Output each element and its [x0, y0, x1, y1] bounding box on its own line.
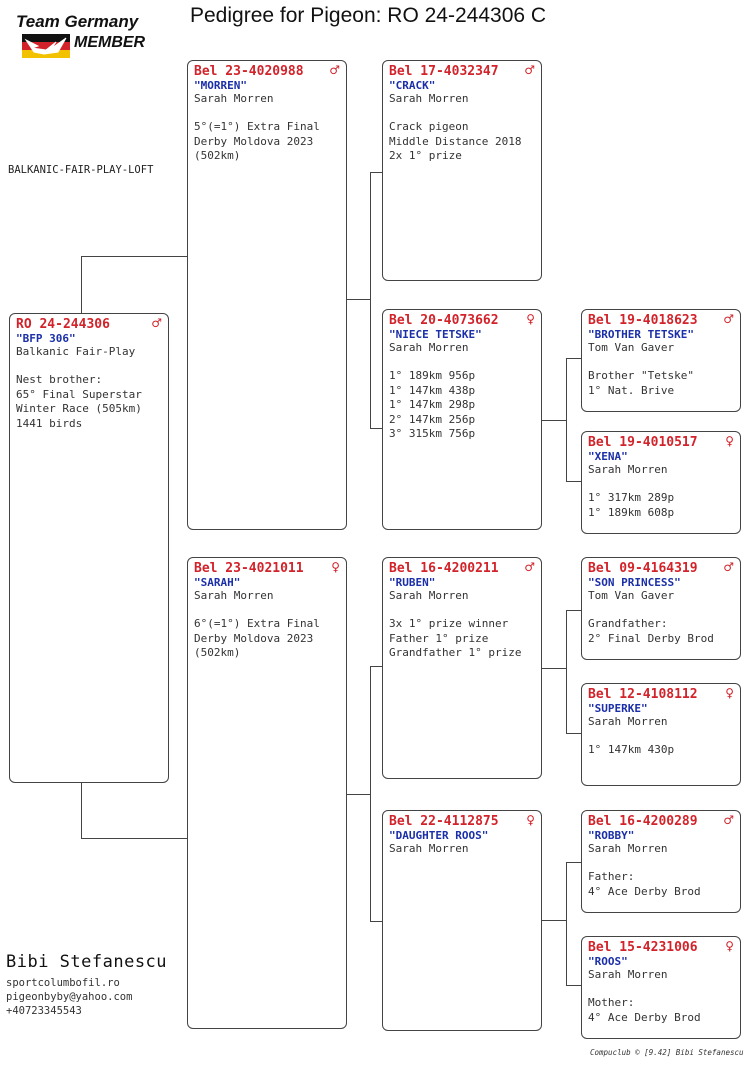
note-line: 6°(=1°) Extra Final — [194, 617, 320, 630]
ring-number: Bel 12-4108112 — [588, 687, 698, 702]
notes — [588, 617, 736, 646]
note-line: (502km) — [194, 646, 241, 660]
note-line: 65° Final Superstar — [16, 387, 142, 401]
note-line: 2° 147km 256p — [389, 412, 476, 426]
pigeon-name: "ROBBY" — [588, 829, 635, 842]
notes — [588, 743, 736, 758]
ring-number: Bel 19-4010517 — [588, 435, 698, 450]
note-line: Grandfather: — [588, 617, 668, 630]
note-line: 3x 1° prize winner — [389, 617, 509, 630]
notes — [588, 369, 736, 398]
connector — [566, 481, 581, 482]
pigeon-card-sd-dam[interactable] — [581, 431, 741, 534]
sex-icon: ♀ — [526, 312, 535, 326]
connector — [566, 610, 567, 734]
pigeon-card-dam-dam[interactable] — [382, 810, 542, 1031]
connector — [370, 172, 371, 429]
owner-name: Bibi Stefanescu — [6, 952, 168, 972]
breeder: Sarah Morren — [389, 92, 469, 105]
owner-info — [6, 952, 167, 1018]
ring-number: RO 24-244306 — [16, 317, 110, 332]
note-line: 4° Ace Derby Brod — [588, 1010, 701, 1024]
note-line: Father: — [588, 870, 635, 883]
pigeon-card-dd-dam[interactable] — [581, 936, 741, 1039]
note-line: Mother: — [588, 996, 635, 1009]
pigeon-card-sire-sire[interactable] — [382, 60, 542, 281]
sex-icon: ♀ — [331, 560, 340, 574]
pigeon-card-sire-dam[interactable] — [382, 309, 542, 530]
pigeon-card-dam[interactable] — [187, 557, 347, 1029]
pigeon-name: "NIECE TETSKE" — [389, 328, 482, 341]
sex-icon: ♀ — [725, 434, 734, 448]
owner-email[interactable]: pigeonbyby@yahoo.com — [6, 991, 133, 1003]
pigeon-card-dd-sire[interactable] — [581, 810, 741, 913]
connector — [81, 256, 82, 313]
sex-icon: ♂ — [723, 312, 734, 326]
pigeon-card-ds-dam[interactable] — [581, 683, 741, 786]
pigeon-name: "XENA" — [588, 450, 628, 463]
breeder: Sarah Morren — [389, 589, 469, 602]
connector — [566, 985, 581, 986]
note-line: 3° 315km 756p — [389, 427, 476, 441]
breeder: Sarah Morren — [588, 463, 668, 476]
sex-icon: ♂ — [723, 813, 734, 827]
connector — [81, 782, 82, 838]
ring-number: Bel 17-4032347 — [389, 64, 499, 79]
note-line: 1° 317km 289p — [588, 491, 675, 504]
breeder: Sarah Morren — [194, 92, 274, 105]
connector — [566, 862, 567, 986]
note-line: Derby Moldova 2023 — [194, 134, 314, 148]
pigeon-card-ds-sire[interactable] — [581, 557, 741, 660]
pigeon-name: "CRACK" — [389, 79, 436, 92]
pigeon-name: "SUPERKE" — [588, 702, 648, 715]
owner-phone: +40723345543 — [6, 1005, 82, 1017]
notes — [588, 996, 736, 1025]
notes — [16, 373, 164, 431]
note-line: Nest brother: — [16, 373, 103, 386]
ring-number: Bel 20-4073662 — [389, 313, 499, 328]
sex-icon: ♂ — [723, 560, 734, 574]
pigeon-name: "MORREN" — [194, 79, 247, 92]
logo-line1: Team Germany — [16, 12, 139, 31]
connector — [346, 794, 370, 795]
sex-icon: ♂ — [524, 63, 535, 77]
notes — [588, 491, 736, 520]
pigeon-name: "BROTHER TETSKE" — [588, 328, 694, 341]
sex-icon: ♀ — [526, 813, 535, 827]
owner-website[interactable]: sportcolumbofil.ro — [6, 977, 120, 989]
pigeon-card-sire[interactable] — [187, 60, 347, 530]
footer-credit: Compuclub © [9.42] Bibi Stefanescu — [590, 1048, 744, 1057]
ring-number: Bel 19-4018623 — [588, 313, 698, 328]
breeder: Sarah Morren — [389, 842, 469, 855]
note-line: Crack pigeon — [389, 120, 469, 133]
sex-icon: ♀ — [725, 686, 734, 700]
notes — [194, 617, 342, 661]
connector — [370, 666, 371, 922]
connector — [81, 256, 187, 257]
note-line: 1° 189km 956p — [389, 369, 476, 382]
breeder: Sarah Morren — [588, 968, 668, 981]
note-line: Derby Moldova 2023 — [194, 631, 314, 645]
pigeon-name: "SARAH" — [194, 576, 241, 589]
pigeon-card-sd-sire[interactable] — [581, 309, 741, 412]
breeder: Sarah Morren — [588, 715, 668, 728]
breeder: Tom Van Gaver — [588, 341, 675, 354]
note-line: Grandfather 1° prize — [389, 646, 522, 660]
pigeon-name: "BFP 306" — [16, 332, 76, 345]
note-line: 1441 birds — [16, 416, 83, 430]
note-line: 5°(=1°) Extra Final — [194, 120, 320, 133]
flag-dove-icon — [22, 34, 70, 58]
note-line: 1° 147km 430p — [588, 743, 675, 756]
breeder: Sarah Morren — [389, 341, 469, 354]
pigeon-name: "RUBEN" — [389, 576, 436, 589]
connector — [81, 838, 187, 839]
sex-icon: ♂ — [524, 560, 535, 574]
note-line: 1° 189km 608p — [588, 505, 675, 519]
note-line: Middle Distance 2018 — [389, 134, 522, 148]
connector — [370, 921, 382, 922]
connector — [566, 358, 567, 482]
ring-number: Bel 23-4021011 — [194, 561, 304, 576]
connector — [566, 358, 581, 359]
note-line: (502km) — [194, 149, 241, 163]
notes — [389, 369, 537, 442]
connector — [370, 172, 382, 173]
connector — [370, 428, 382, 429]
connector — [566, 610, 581, 611]
loft-name: BALKANIC-FAIR-PLAY-LOFT — [8, 164, 154, 176]
connector — [370, 666, 382, 667]
note-line: 2x 1° prize — [389, 149, 462, 163]
notes — [588, 870, 736, 899]
connector — [542, 920, 566, 921]
breeder: Sarah Morren — [194, 589, 274, 602]
notes — [389, 120, 537, 164]
ring-number: Bel 09-4164319 — [588, 561, 698, 576]
breeder: Balkanic Fair-Play — [16, 345, 136, 358]
ring-number: Bel 22-4112875 — [389, 814, 499, 829]
connector — [566, 733, 581, 734]
note-line: Brother "Tetske" — [588, 369, 694, 382]
pigeon-name: "DAUGHTER ROOS" — [389, 829, 489, 842]
connector — [566, 862, 581, 863]
note-line: 1° 147km 298p — [389, 398, 476, 412]
ring-number: Bel 23-4020988 — [194, 64, 304, 79]
ring-number: Bel 15-4231006 — [588, 940, 698, 955]
note-line: Father 1° prize — [389, 631, 489, 645]
pigeon-card-subject[interactable] — [9, 313, 169, 783]
page-title: Pedigree for Pigeon: RO 24-244306 C — [190, 4, 547, 27]
pigeon-name: "SON PRINCESS" — [588, 576, 681, 589]
sex-icon: ♂ — [151, 316, 162, 330]
breeder: Sarah Morren — [588, 842, 668, 855]
note-line: Winter Race (505km) — [16, 402, 142, 416]
pigeon-name: "ROOS" — [588, 955, 628, 968]
notes — [389, 617, 537, 661]
ring-number: Bel 16-4200211 — [389, 561, 499, 576]
connector — [542, 668, 566, 669]
team-germany-logo — [8, 12, 168, 62]
note-line: 4° Ace Derby Brod — [588, 884, 701, 898]
note-line: 1° 147km 438p — [389, 383, 476, 397]
note-line: 1° Nat. Brive — [588, 383, 675, 397]
note-line: 2° Final Derby Brod — [588, 631, 714, 645]
sex-icon: ♂ — [329, 63, 340, 77]
connector — [346, 299, 370, 300]
sex-icon: ♀ — [725, 939, 734, 953]
breeder: Tom Van Gaver — [588, 589, 675, 602]
ring-number: Bel 16-4200289 — [588, 814, 698, 829]
logo-line2: MEMBER — [74, 34, 146, 51]
connector — [542, 420, 566, 421]
pigeon-card-dam-sire[interactable] — [382, 557, 542, 779]
notes — [194, 120, 342, 164]
